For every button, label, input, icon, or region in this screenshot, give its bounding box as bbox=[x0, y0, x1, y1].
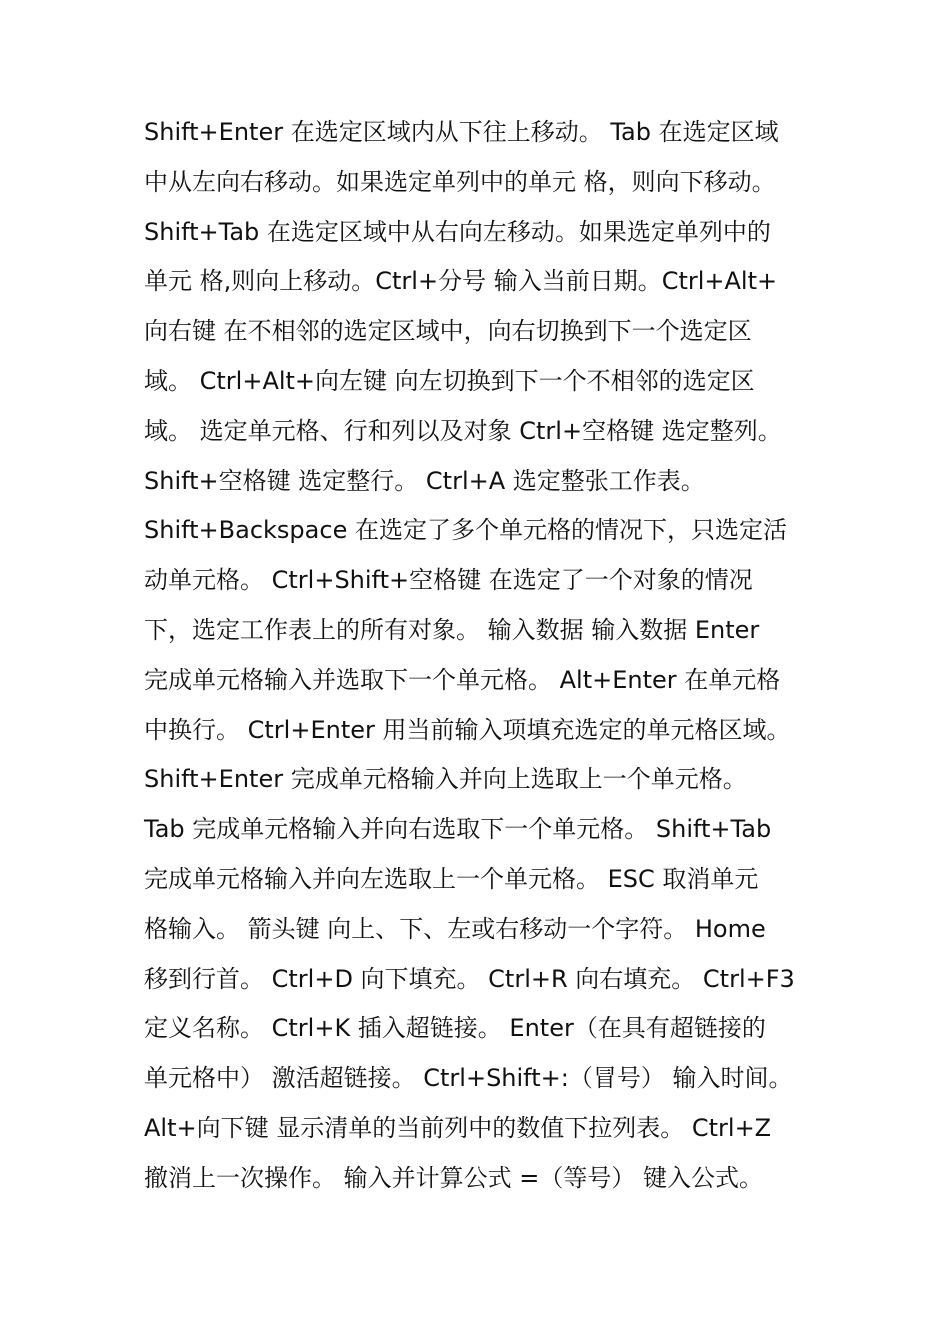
text-line: 完成单元格输入并选取下一个单元格。 Alt+Enter 在单元格 bbox=[144, 665, 781, 694]
text-line: Shift+Tab 在选定区域中从右向左移动。如果选定单列中的 bbox=[144, 217, 771, 246]
text-line: 向右键 在不相邻的选定区域中，向右切换到下一个选定区 bbox=[144, 317, 752, 346]
text-line: Alt+向下键 显示清单的当前列中的数值下拉列表。 Ctrl+Z bbox=[144, 1113, 772, 1142]
text-line: 域。 选定单元格、行和列以及对象 Ctrl+空格键 选定整列。 bbox=[144, 416, 782, 445]
text-line: 中换行。 Ctrl+Enter 用当前输入项填充选定的单元格区域。 bbox=[144, 715, 791, 744]
text-line: 下，选定工作表上的所有对象。 输入数据 输入数据 Enter bbox=[144, 615, 760, 644]
text-line: Shift+Enter 在选定区域内从下往上移动。 Tab 在选定区域 bbox=[144, 118, 779, 146]
text-line: 移到行首。 Ctrl+D 向下填充。 Ctrl+R 向右填充。 Ctrl+F3 bbox=[144, 964, 795, 993]
text-line: 定义名称。 Ctrl+K 插入超链接。 Enter（在具有超链接的 bbox=[144, 1014, 766, 1043]
text-line: Tab 完成单元格输入并向右选取下一个单元格。 Shift+Tab bbox=[144, 815, 772, 844]
text-line: 动单元格。 Ctrl+Shift+空格键 在选定了一个对象的情况 bbox=[144, 566, 753, 595]
text-line: 格输入。 箭头键 向上、下、左或右移动一个字符。 Home bbox=[144, 914, 766, 943]
text-line: Shift+Backspace 在选定了多个单元格的情况下，只选定活 bbox=[144, 516, 787, 545]
text-line: Shift+空格键 选定整行。 Ctrl+A 选定整张工作表。 bbox=[144, 466, 705, 495]
text-line: 域。 Ctrl+Alt+向左键 向左切换到下一个不相邻的选定区 bbox=[144, 366, 755, 395]
text-line: 完成单元格输入并向左选取上一个单元格。 ESC 取消单元 bbox=[144, 864, 759, 893]
text-line: 单元格中） 激活超链接。 Ctrl+Shift+:（冒号） 输入时间。 bbox=[144, 1064, 793, 1093]
text-line: 单元 格,则向上移动。Ctrl+分号 输入当前日期。Ctrl+Alt+ bbox=[144, 267, 778, 296]
text-line: 撤消上一次操作。 输入并计算公式 =（等号） 键入公式。 bbox=[144, 1163, 763, 1192]
text-line: 中从左向右移动。如果选定单列中的单元 格，则向下移动。 bbox=[144, 167, 776, 196]
text-line: Shift+Enter 完成单元格输入并向上选取上一个单元格。 bbox=[144, 765, 747, 794]
body-text bbox=[144, 108, 814, 1204]
